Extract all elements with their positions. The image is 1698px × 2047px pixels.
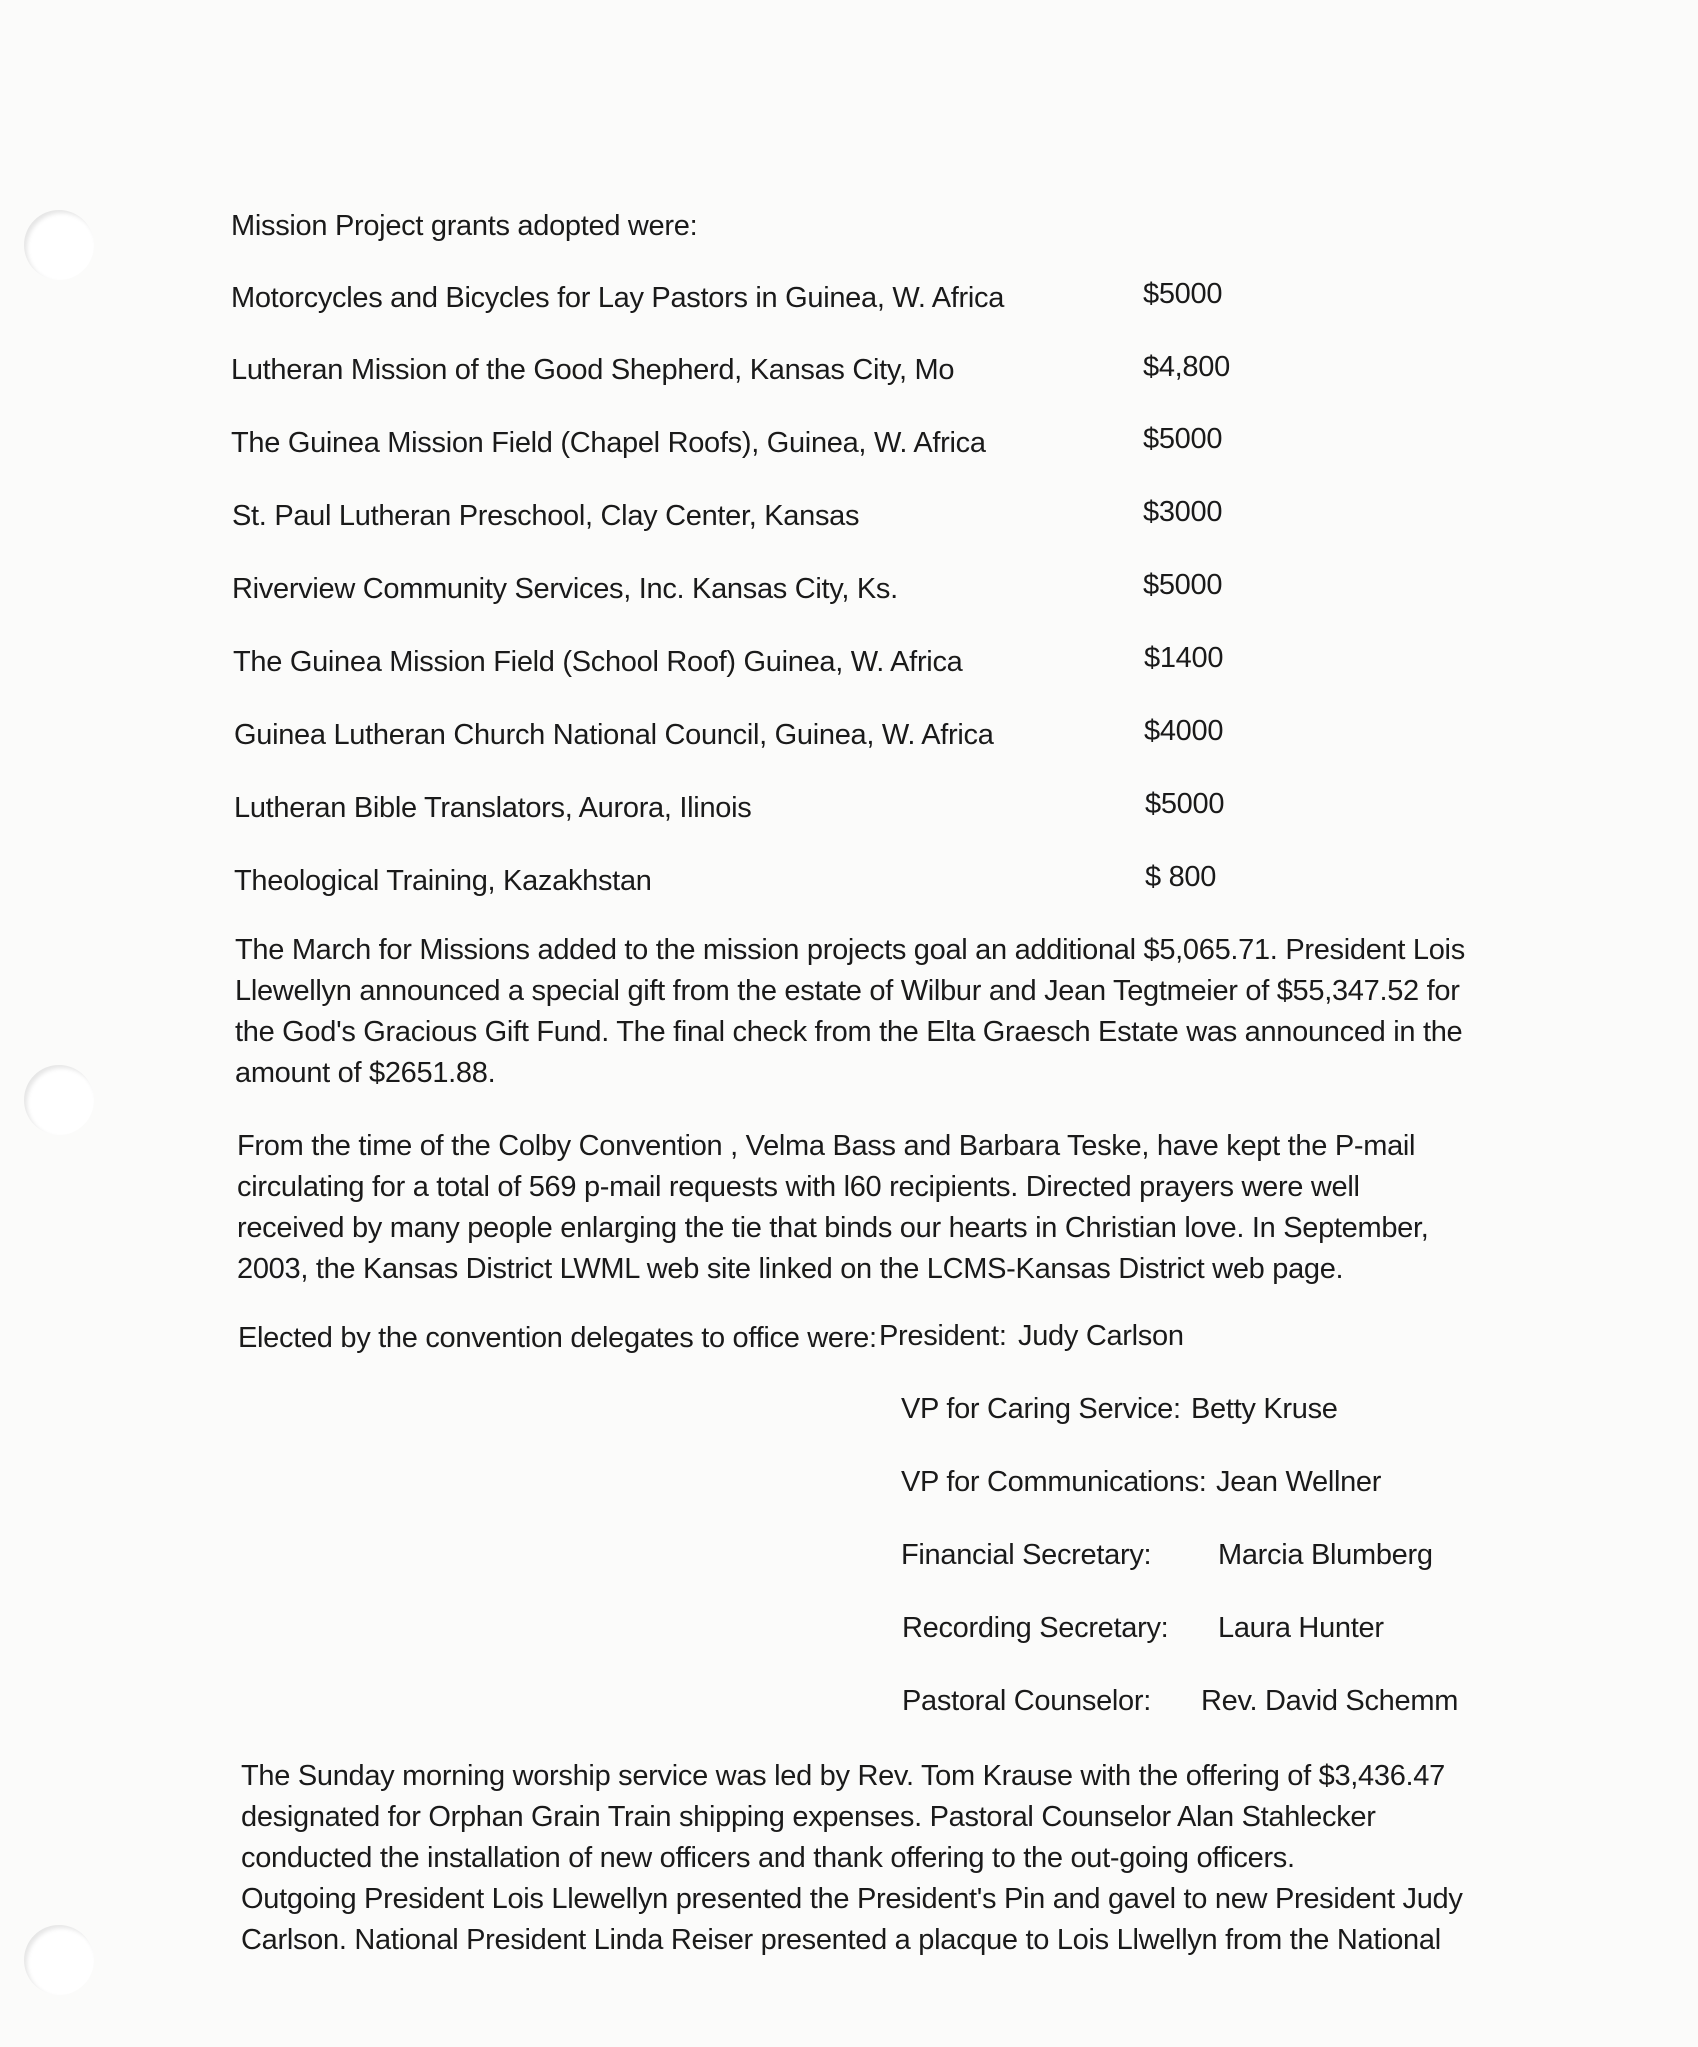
grants-intro: Mission Project grants adopted were: (231, 210, 698, 242)
paragraph-line: Carlson. National President Linda Reiser presented a placque to Lois Llwellyn from the National (241, 1924, 1441, 1956)
grant-amount: $4000 (1144, 715, 1224, 747)
officer-name: Betty Kruse (1191, 1393, 1338, 1425)
officer-title: Financial Secretary: (901, 1539, 1152, 1571)
officer-name: Rev. David Schemm (1201, 1685, 1459, 1717)
officer-name-president: Judy Carlson (1018, 1320, 1184, 1352)
grant-amount: $5000 (1143, 278, 1223, 310)
paragraph-line: amount of $2651.88. (235, 1057, 496, 1089)
paragraph-line: designated for Orphan Grain Train shipping expenses. Pastoral Counselor Alan Stahlecker (241, 1801, 1376, 1833)
grant-name: Motorcycles and Bicycles for Lay Pastors in Guinea, W. Africa (231, 282, 1005, 314)
paragraph-line: the God's Gracious Gift Fund. The final check from the Elta Graesch Estate was announced in the (235, 1016, 1463, 1048)
officer-title: VP for Communications: (901, 1466, 1207, 1498)
grant-name: Guinea Lutheran Church National Council, Guinea, W. Africa (234, 719, 994, 751)
elected-intro: Elected by the convention delegates to office were: (238, 1322, 877, 1354)
grant-name: St. Paul Lutheran Preschool, Clay Center, Kansas (232, 500, 860, 532)
officer-title: VP for Caring Service: (901, 1393, 1181, 1425)
officer-title: Pastoral Counselor: (902, 1685, 1151, 1717)
paragraph-line: conducted the installation of new officers and thank offering to the out-going officers. (241, 1842, 1295, 1874)
paragraph-line: The March for Missions added to the mission projects goal an additional $5,065.71. President Lois (235, 934, 1465, 966)
paragraph-line: received by many people enlarging the tie that binds our hearts in Christian love. In September, (237, 1212, 1429, 1244)
grant-name: Lutheran Mission of the Good Shepherd, Kansas City, Mo (231, 354, 955, 386)
paragraph-pmail (237, 1126, 1537, 1290)
paragraph-line: Outgoing President Lois Llewellyn presented the President's Pin and gavel to new President Judy (241, 1883, 1463, 1915)
punch-hole-bottom (24, 1925, 94, 1995)
grant-amount: $3000 (1143, 496, 1223, 528)
paragraph-line: circulating for a total of 569 p-mail requests with l60 recipients. Directed prayers were well (237, 1171, 1360, 1203)
officer-title: Recording Secretary: (902, 1612, 1169, 1644)
grant-amount: $1400 (1144, 642, 1224, 674)
punch-hole-top (24, 210, 94, 280)
punch-hole-middle (24, 1065, 94, 1135)
grant-name: Lutheran Bible Translators, Aurora, Ilinois (234, 792, 752, 824)
paragraph-worship-service (241, 1756, 1541, 1961)
grant-name: The Guinea Mission Field (Chapel Roofs), Guinea, W. Africa (231, 427, 986, 459)
officer-name: Marcia Blumberg (1218, 1539, 1433, 1571)
grant-amount: $5000 (1143, 569, 1223, 601)
paragraph-march-for-missions (235, 930, 1535, 1094)
grant-amount: $5000 (1143, 423, 1223, 455)
grant-name: Riverview Community Services, Inc. Kansas City, Ks. (232, 573, 898, 605)
officer-name: Laura Hunter (1218, 1612, 1384, 1644)
grant-amount: $4,800 (1143, 351, 1230, 383)
grant-name: The Guinea Mission Field (School Roof) Guinea, W. Africa (233, 646, 963, 678)
paragraph-line: From the time of the Colby Convention , Velma Bass and Barbara Teske, have kept the P-mail (237, 1130, 1416, 1162)
officer-name: Jean Wellner (1216, 1466, 1382, 1498)
grant-name: Theological Training, Kazakhstan (234, 865, 652, 897)
paragraph-line: The Sunday morning worship service was led by Rev. Tom Krause with the offering of $3,436.47 (241, 1760, 1445, 1792)
officer-title-president: President: (879, 1320, 1007, 1352)
grant-amount: $5000 (1145, 788, 1225, 820)
grant-amount: $ 800 (1145, 861, 1217, 893)
paragraph-line: Llewellyn announced a special gift from the estate of Wilbur and Jean Tegtmeier of $55,347.52 for (235, 975, 1460, 1007)
paragraph-line: 2003, the Kansas District LWML web site linked on the LCMS-Kansas District web page. (237, 1253, 1344, 1285)
